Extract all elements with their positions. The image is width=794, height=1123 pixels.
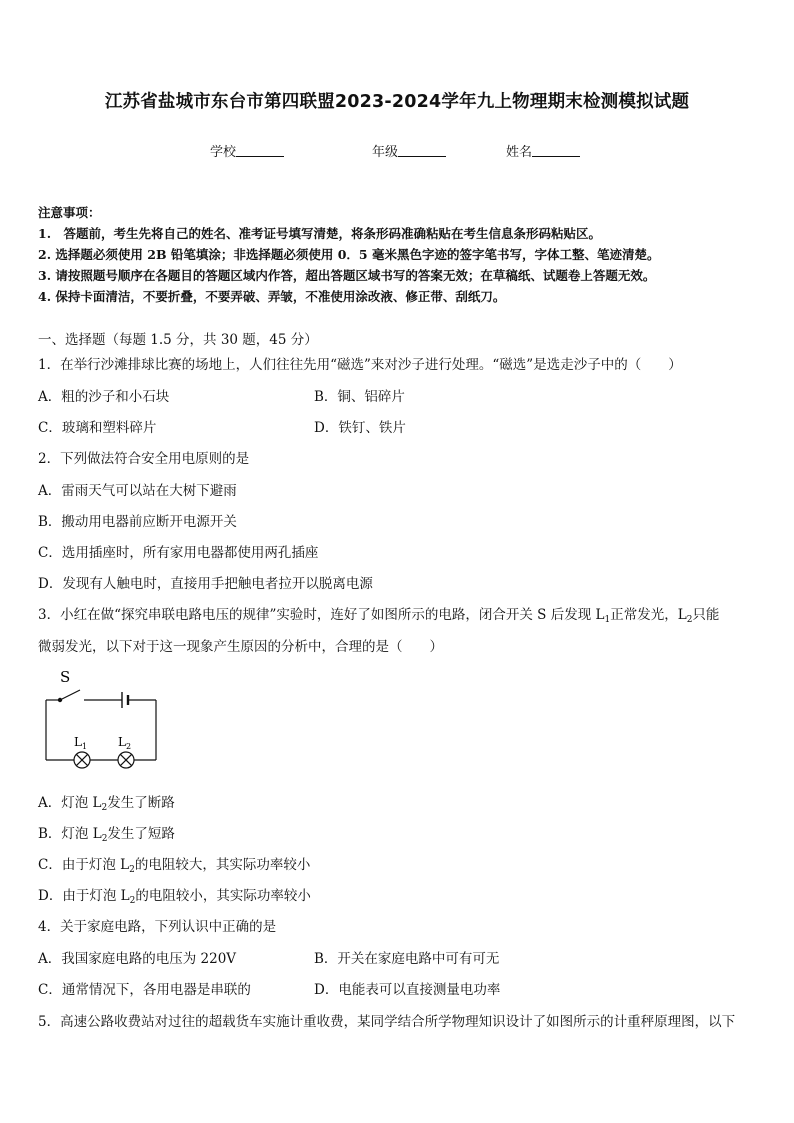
q5-stem: 5．高速公路收费站对过往的超载货车实施计重收费，某同学结合所学物理知识设计了如图所示的计重秤原理图，以下 [38, 1014, 736, 1030]
grade-field [372, 141, 446, 160]
lamp-l2-label: $L_2$ [118, 735, 132, 751]
q4-option-b: B．开关在家庭电路中可有可无 [314, 951, 500, 967]
q2-option-c: C．选用插座时，所有家用电器都使用两孔插座 [38, 545, 319, 561]
q3-stem-part: 3．小红在做“探究串联电路电压的规律”实验时，连好了如图所示的电路，闭合开关 S 后发现 L [38, 607, 605, 623]
q3-stem-subscript: 2 [686, 615, 693, 625]
notice-item: 1. 答题前，考生先将自己的姓名、准考证号填写清楚，将条形码准确粘贴在考生信息条形码粘贴区。 [38, 226, 602, 241]
q3-stem-part: 正常发光，L [610, 607, 687, 623]
q1-option-b: B．铜、铝碎片 [314, 389, 405, 405]
q3-stem-subscript: 1 [604, 615, 611, 625]
q2-option-b: B．搬动用电器前应断开电源开关 [38, 514, 237, 530]
name-blank[interactable] [532, 144, 580, 157]
q4-option-c: C．通常情况下，各用电器是串联的 [38, 982, 251, 998]
switch-blade[interactable] [60, 690, 80, 700]
lamp-l2-icon [118, 752, 134, 768]
school-field [210, 141, 284, 160]
lamp-l1-icon [74, 752, 90, 768]
grade-blank[interactable] [398, 144, 446, 157]
name-field [506, 141, 580, 160]
q1-option-c: C．玻璃和塑料碎片 [38, 420, 157, 436]
q2-option-d: D．发现有人触电时，直接用手把触电者拉开以脱离电源 [38, 576, 373, 592]
q4-option-a: A．我国家庭电路的电压为 220V [38, 951, 237, 967]
q2-option-a: A．雷雨天气可以站在大树下避雨 [38, 483, 237, 499]
name-label: 姓名 [506, 145, 533, 160]
q3-stem [38, 603, 719, 625]
circuit-diagram [40, 664, 170, 776]
q3-stem-line2: 微弱发光，以下对于这一现象产生原因的分析中，合理的是（ ） [38, 639, 443, 655]
school-label: 学校 [210, 145, 237, 160]
q3-option-c: C．由于灯泡 $L_2$的电阻较大，其实际功率较小 [38, 857, 311, 875]
q3-stem-part: 只能 [692, 607, 720, 623]
section-heading: 一、选择题（每题 1.5 分，共 30 题，45 分） [38, 332, 318, 348]
q1-option-a: A．粗的沙子和小石块 [38, 389, 170, 405]
q3-option-d: D．由于灯泡 $L_2$的电阻较小，其实际功率较小 [38, 888, 311, 906]
grade-label: 年级 [372, 145, 399, 160]
q2-stem: 2．下列做法符合安全用电原则的是 [38, 451, 250, 467]
notice-item: 2. 选择题必须使用 2B 铅笔填涂；非选择题必须使用 0．5 毫米黑色字迹的签字笔书写，字体工整、笔迹清楚。 [38, 247, 660, 262]
q4-option-d: D．电能表可以直接测量电功率 [314, 982, 501, 998]
q3-option-b: B．灯泡 $L_2$发生了短路 [38, 826, 175, 844]
school-blank[interactable] [236, 144, 284, 157]
notice-item: 4. 保持卡面清洁，不要折叠，不要弄破、弄皱，不准使用涂改液、修正带、刮纸刀。 [38, 289, 506, 304]
q1-stem: 1．在举行沙滩排球比赛的场地上，人们往往先用“磁选”来对沙子进行处理。“磁选”是选走沙子中的（ ） [38, 357, 682, 373]
switch-label: S [60, 668, 71, 686]
notice-item: 3. 请按照题号顺序在各题目的答题区域内作答，超出答题区域书写的答案无效；在草稿纸、试题卷上答题无效。 [38, 268, 656, 283]
page-title: 江苏省盐城市东台市第四联盟2023-2024学年九上物理期末检测模拟试题 [104, 92, 690, 112]
q3-option-a: A．灯泡 $L_2$发生了断路 [38, 795, 175, 813]
q4-stem: 4．关于家庭电路，下列认识中正确的是 [38, 919, 277, 935]
q1-option-d: D．铁钉、铁片 [314, 420, 406, 436]
lamp-l1-label: $L_1$ [74, 735, 88, 751]
notice-heading: 注意事项： [38, 205, 101, 220]
